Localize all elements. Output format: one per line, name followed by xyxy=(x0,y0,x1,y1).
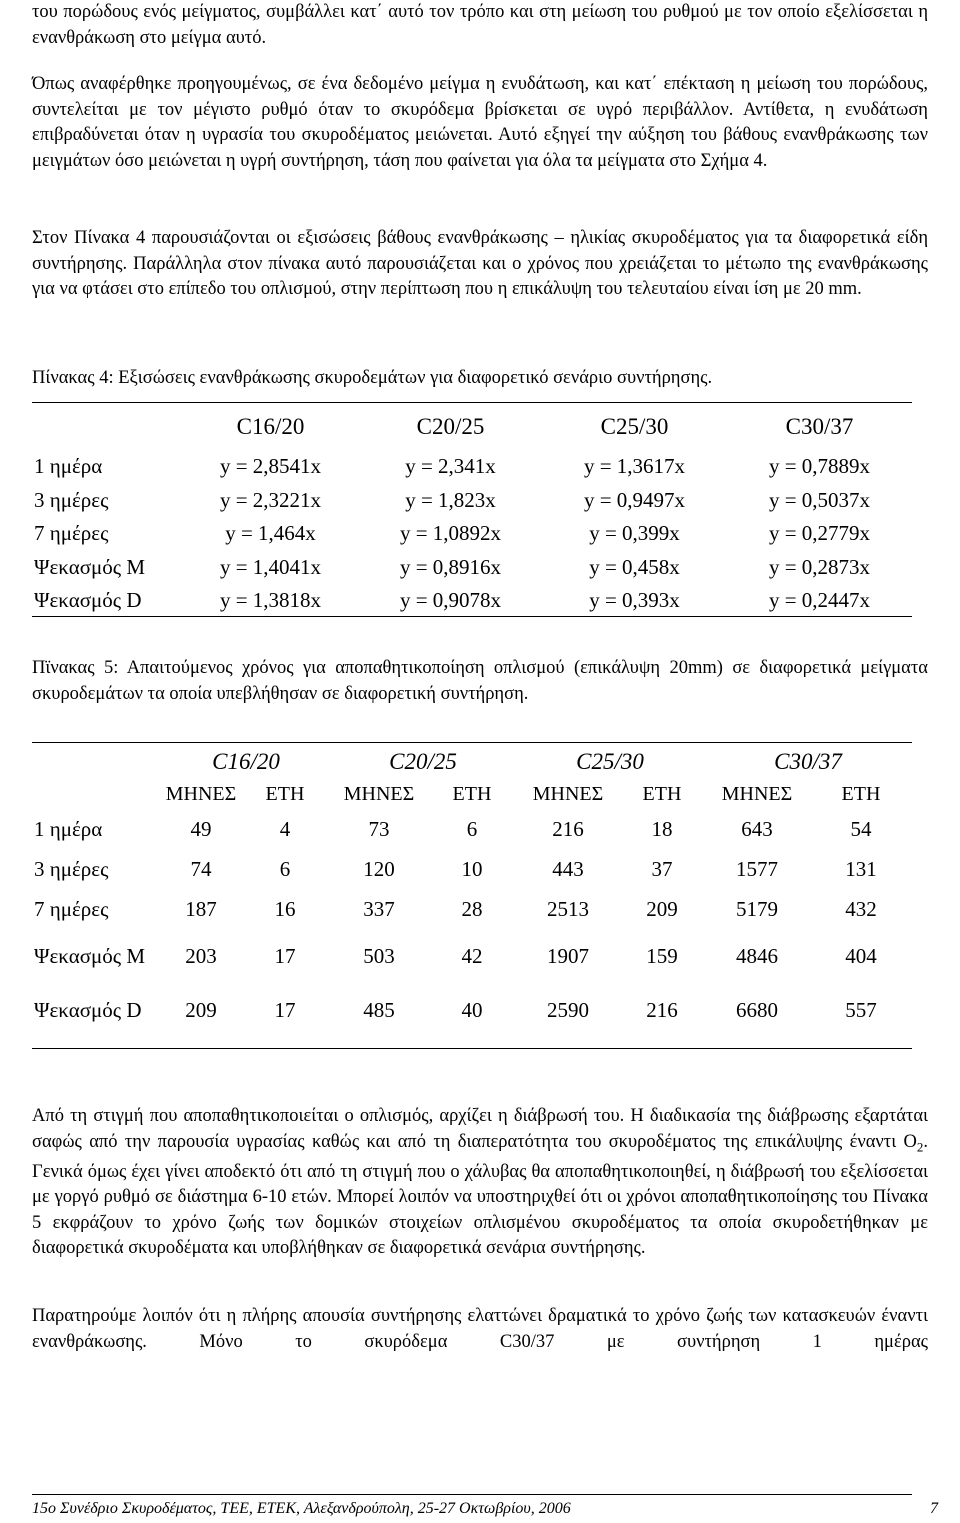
table4-bottom-rule xyxy=(32,616,912,617)
table4-col-header: C30/37 xyxy=(785,414,854,439)
page-footer xyxy=(32,1500,938,1518)
table-row xyxy=(32,929,912,983)
paragraph-table4-intro: Στον Πίνακα 4 παρουσιάζονται οι εξισώσεις βάθους ενανθράκωσης – ηλικίας σκυροδέματος για τα διαφορετικά είδη συντήρησης. Παράλληλα στον πίνακα αυτό παρουσιάζεται και ο χρόνος που χρειάζεται το μέτωπο της ενανθράκωσης για να φτάσει στο επίπεδο του οπλισμού, στην περίπτωση που η επικάλυψη του τελευταίου είναι ίση με 20 mm. xyxy=(32,228,928,299)
row-label: 7 ημέρες xyxy=(34,521,109,546)
footer-rule xyxy=(32,1494,912,1495)
table-cell: y = 0,7889x xyxy=(768,454,871,479)
row-label: Ψεκασμός M xyxy=(34,944,146,968)
table-cell: y = 0,5037x xyxy=(768,487,871,512)
table-cell: 18 xyxy=(651,816,673,841)
table-cell: 17 xyxy=(274,997,296,1022)
table-row xyxy=(32,450,912,484)
table-cell: 10 xyxy=(461,856,483,881)
subscript-2: 2 xyxy=(916,1139,924,1155)
months-header: ΜΗΝΕΣ xyxy=(721,782,793,805)
paragraph-hydration: Όπως αναφέρθηκε προηγουμένως, σε ένα δεδομένο μείγμα η ενυδάτωση, και κατ΄ επέκταση η μείωση του πορώδους, συντελείται με τον μέγιστο ρυθμό όταν το σκυρόδεμα βρίσκεται σε υγρό περιβάλλον. Αντίθετα, η ενυδάτωση επιβραδύνεται όταν η υγρασία του σκυροδέματος μειώνεται. Αυτό εξηγεί την αύξηση του βάθους ενανθράκωσης των μειγμάτων όσο μειώνεται η υγρή συντήρηση, τάση που φαίνεται για όλα τα μείγματα στο Σχήμα 4. xyxy=(32,74,928,171)
row-label: Ψεκασμός D xyxy=(34,998,142,1022)
table5-caption: Πϊνακας 5: Απαιτούμενος χρόνος για αποπαθητικοποίηση οπλισμού (επικάλυψη 20mm) σε διαφορετικά μείγματα σκυροδεμάτων τα οποία υπεβλήθησαν σε διαφορετική συντήρηση. xyxy=(32,658,928,704)
table4-header-row xyxy=(32,404,912,450)
table-row xyxy=(32,517,912,551)
table-cell: 4846 xyxy=(736,943,778,968)
table-cell: y = 1,3818x xyxy=(219,588,322,613)
table-cell: 49 xyxy=(190,816,212,841)
table-cell: y = 0,458x xyxy=(589,554,680,579)
paragraph-conclusion: Παρατηρούμε λοιπόν ότι η πλήρης απουσία συντήρησης ελαττώνει δραματικά το χρόνο ζωής των κατασκευών έναντι ενανθράκωσης. Μόνο το σκυρόδεμα C30/37 με συντήρηση 1 ημέρας xyxy=(32,1306,928,1352)
table-cell: y = 1,0892x xyxy=(399,521,502,546)
table-row xyxy=(32,551,912,585)
table-cell: y = 0,2873x xyxy=(768,554,871,579)
table-cell: y = 0,399x xyxy=(589,521,680,546)
table5-grade-header: C25/30 xyxy=(576,749,644,774)
table-cell: y = 0,2447x xyxy=(768,588,871,613)
table-cell: 209 xyxy=(646,896,678,921)
years-header: ΕΤΗ xyxy=(265,782,305,805)
table-cell: 159 xyxy=(646,943,678,968)
table4-caption: Πίνακας 4: Εξισώσεις ενανθράκωσης σκυροδεμάτων για διαφορετικό σενάριο συντήρησης. xyxy=(32,368,713,388)
table-cell: 557 xyxy=(845,997,877,1022)
table5-grade-header: C30/37 xyxy=(774,749,842,774)
row-label: 1 ημέρα xyxy=(34,817,103,841)
table-cell: 4 xyxy=(279,816,291,841)
table-row xyxy=(32,484,912,518)
table5-unit-row xyxy=(32,779,912,809)
table-cell: 404 xyxy=(845,943,877,968)
table5-corner xyxy=(32,779,162,809)
table-cell: 1907 xyxy=(547,943,589,968)
table-cell: y = 2,8541x xyxy=(219,454,322,479)
table-cell: 28 xyxy=(461,896,483,921)
table-cell: 5179 xyxy=(736,896,778,921)
table-cell: 2590 xyxy=(547,997,589,1022)
table-cell: y = 0,9078x xyxy=(399,588,502,613)
table-cell: 503 xyxy=(363,943,395,968)
table-cell: 432 xyxy=(845,896,877,921)
months-header: ΜΗΝΕΣ xyxy=(343,782,415,805)
footer-conference: 15o Συνέδριο Σκυροδέματος, ΤΕΕ, ΕΤΕΚ, Αλεξανδρούπολη, 25-27 Οκτωβρίου, 2006 xyxy=(32,1500,571,1517)
table-cell: y = 2,3221x xyxy=(219,487,322,512)
table-row xyxy=(32,809,912,849)
table-cell: 131 xyxy=(845,856,877,881)
table5-grade-header: C16/20 xyxy=(212,749,280,774)
table-cell: y = 2,341x xyxy=(405,454,496,479)
table-cell: 6 xyxy=(279,856,291,881)
table4-col-header: C25/30 xyxy=(600,414,669,439)
row-label: 7 ημέρες xyxy=(34,897,109,921)
table-cell: 2513 xyxy=(547,896,589,921)
table5-bottom-rule xyxy=(32,1048,912,1049)
table-cell: 120 xyxy=(363,856,395,881)
table-cell: 74 xyxy=(190,856,212,881)
table-cell: 73 xyxy=(368,816,390,841)
table-cell: y = 0,2779x xyxy=(768,521,871,546)
table4-col-header: C16/20 xyxy=(236,414,305,439)
table-cell: y = 1,823x xyxy=(405,487,496,512)
table-cell: y = 0,393x xyxy=(589,588,680,613)
row-label: Ψεκασμός D xyxy=(34,588,142,613)
table4-col-header: C20/25 xyxy=(416,414,485,439)
table-cell: 643 xyxy=(741,816,773,841)
years-header: ΕΤΗ xyxy=(452,782,492,805)
table-row xyxy=(32,983,912,1037)
table-cell: 6680 xyxy=(736,997,778,1022)
table-cell: 6 xyxy=(466,816,478,841)
table-row xyxy=(32,889,912,929)
table-cell: 443 xyxy=(552,856,584,881)
row-label: 3 ημέρες xyxy=(34,857,109,881)
table-cell: 203 xyxy=(185,943,217,968)
months-header: ΜΗΝΕΣ xyxy=(165,782,237,805)
years-header: ΕΤΗ xyxy=(642,782,682,805)
table4 xyxy=(32,404,912,618)
table-cell: 485 xyxy=(363,997,395,1022)
table-cell: 209 xyxy=(185,997,217,1022)
table5-grade-header: C20/25 xyxy=(389,749,457,774)
table4-corner xyxy=(32,404,182,450)
table-row xyxy=(32,849,912,889)
table-row xyxy=(32,584,912,618)
table-cell: y = 1,3617x xyxy=(583,454,686,479)
table-cell: y = 1,4041x xyxy=(219,554,322,579)
page-number: 7 xyxy=(930,1500,938,1517)
table-cell: 216 xyxy=(646,997,678,1022)
table-cell: 216 xyxy=(552,816,584,841)
table5-top-rule xyxy=(32,742,912,743)
table5 xyxy=(32,745,912,1037)
paragraph-corrosion-part1: Από τη στιγμή που αποπαθητικοποιείται ο οπλισμός, αρχίζει η διάβρωσή του. Η διαδικασία της διάβρωσης εξαρτάται σαφώς από την παρουσία υγρασίας καθώς και από τη διαπερατότητα του σκυροδέματος της επικάλυψης έναντι O xyxy=(32,1106,928,1152)
table-cell: 1577 xyxy=(736,856,778,881)
table-cell: y = 1,464x xyxy=(225,521,316,546)
table5-corner xyxy=(32,745,162,779)
months-header: ΜΗΝΕΣ xyxy=(532,782,604,805)
paragraph-intro: του πορώδους ενός μείγματος, συμβάλλει κατ΄ αυτό τον τρόπο και στη μείωση του ρυθμού με τον οποίο εξελίσσεται η ενανθράκωση στο μείγμα αυτό. xyxy=(32,2,928,48)
table-cell: 37 xyxy=(651,856,673,881)
table-cell: 40 xyxy=(461,997,483,1022)
table-cell: 42 xyxy=(461,943,483,968)
table5-grade-row xyxy=(32,745,912,779)
row-label: Ψεκασμός M xyxy=(34,554,146,579)
table-cell: 17 xyxy=(274,943,296,968)
table-cell: 337 xyxy=(363,896,395,921)
paragraph-corrosion-part2: . Γενικά όμως έχει γίνει αποδεκτό ότι από τη στιγμή που ο χάλυβας θα αποπαθητικοποιηθεί, η διάβρωσή του εξελίσσεται με γοργό ρυθμό σε διάστημα 6-10 ετών. Μπορεί λοιπόν να υποστηριχθεί ότι οι χρόνοι αποπαθητικοποίησης του Πίνακα 5 εκφράζουν το χρόνο ζωής των δομικών στοιχείων οπλισμένου σκυροδέματος τα οποία σκυροδετήθηκαν με διαφορετικά σκυροδέματα και υποβλήθηκαν σε διαφορετικά σενάρια συντήρησης. xyxy=(32,1131,928,1259)
table4-top-rule xyxy=(32,402,912,403)
table-cell: 187 xyxy=(185,896,217,921)
table-cell: y = 0,8916x xyxy=(399,554,502,579)
table-cell: 54 xyxy=(850,816,872,841)
paragraph-corrosion xyxy=(32,1104,928,1262)
table-cell: 16 xyxy=(274,896,296,921)
row-label: 3 ημέρες xyxy=(34,487,109,512)
table-cell: y = 0,9497x xyxy=(583,487,686,512)
years-header: ΕΤΗ xyxy=(841,782,881,805)
row-label: 1 ημέρα xyxy=(34,454,103,479)
